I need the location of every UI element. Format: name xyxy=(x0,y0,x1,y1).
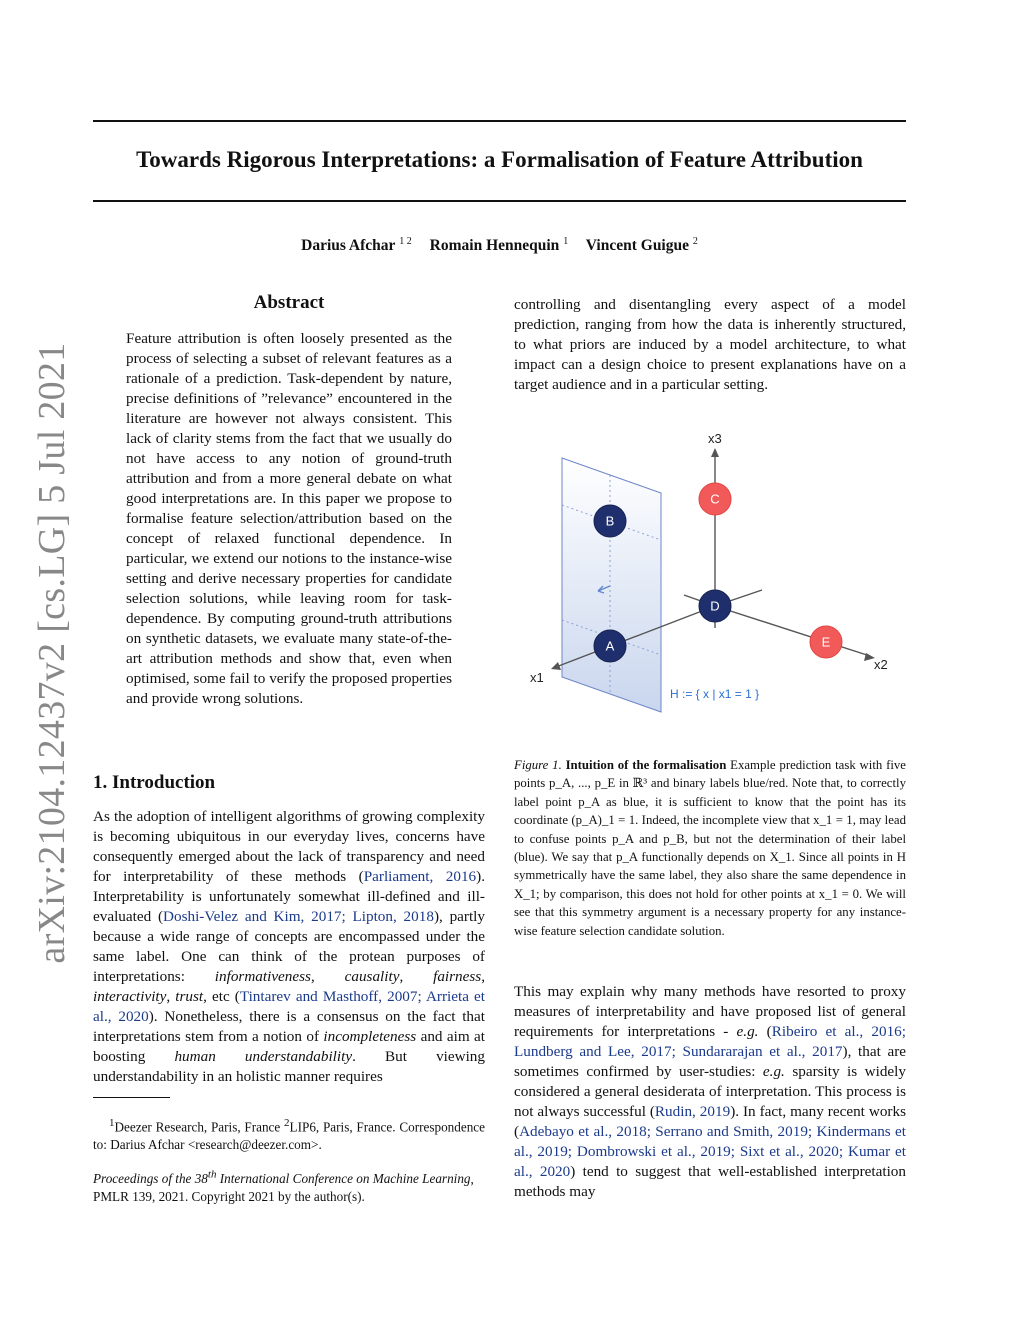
continued-paragraph: controlling and disentangling every aspect of a model prediction, ranging from how the data is inherently structured, to what priors are induced by a model architecture, to what impact can a design choice to present explanations have on a target audience and in a particular setting. xyxy=(514,296,906,393)
citation-link[interactable]: Adebayo et al., 2018; Serrano and Smith, 2019; Kindermans et al., 2019; Dombrowski et al., 2019; Sixt et al., 2020; Kumar et al., 2020 xyxy=(514,1123,906,1180)
author-name: Darius Afchar xyxy=(301,237,396,255)
author-name: Romain Hennequin xyxy=(429,237,560,255)
axis-x3-label: x3 xyxy=(708,431,722,446)
axis-x2-label: x2 xyxy=(874,657,888,672)
citation-link[interactable]: Ribeiro et al., 2016; Lundberg and Lee, 2017; Sundararajan et al., 2017 xyxy=(514,1023,906,1060)
citation-link[interactable]: Tintarev and Masthoff, 2007; Arrieta et al., 2020 xyxy=(93,988,485,1025)
author-affiliation: 2 xyxy=(692,236,698,247)
citation-link[interactable]: Doshi-Velez and Kim, 2017; Lipton, 2018 xyxy=(163,908,434,925)
plane-label: H := { x | x1 = 1 } xyxy=(670,687,760,701)
abstract-text: Feature attribution is often loosely presented as the process of selecting a subset of relevant features as a rationale of a prediction. Task-dependent by nature, precise definitions of ”relevance” encountered in the literature are however not always consistent. This lack of clarity stems from the fact that we usually do not have access to any notion of ground-truth attribution and from a more general debate on what good interpretations are. In this paper we propose to formalise feature selection/attribution based on the concept of relaxed functional dependence. In particular, we extend our notions to the instance-wise setting and derive necessary properties for candidate selection solutions, while leaving room for task-dependence. By computing ground-truth attributions on synthetic datasets, we evaluate many state-of-the-art attribution methods and show that, even when optimised, some fail to verify the proposed properties and provide wrong solutions. xyxy=(126,330,452,707)
section-heading-introduction: 1. Introduction xyxy=(93,772,216,793)
point-label: C xyxy=(710,491,720,507)
point-label: A xyxy=(605,638,615,654)
proceedings-note: Proceedings of the 38th International Conference on Machine Learning, PMLR 139, 2021. Copyright 2021 by the author(s). xyxy=(93,1169,474,1205)
point-label: B xyxy=(605,513,615,529)
abstract-heading: Abstract xyxy=(253,292,325,313)
axis-x1-arrow-icon xyxy=(551,662,561,670)
footnote-rule xyxy=(93,1097,170,1098)
title-bottom-rule xyxy=(93,200,906,202)
citation-link[interactable]: Parliament, 2016 xyxy=(363,868,477,885)
axis-x3-arrow-icon xyxy=(711,448,719,457)
point-label: D xyxy=(710,598,720,614)
introduction-paragraph: As the adoption of intelligent algorithms of growing complexity is becoming ubiquitous in our everyday lives, concerns have consequently emerged about the lack of transparency and need for interpretability of these methods (Parliament, 2016). Interpretability is unfortunately somewhat ill-defined and ill-evaluated (Doshi-Velez and Kim, 2017; Lipton, 2018), partly because a wide range of concepts are encompassed under the same label. One can think of the protean purposes of interpretations: informativeness, causality, fairness, interactivity, trust, etc (Tintarev and Masthoff, 2007; Arrieta et al., 2020). Nonetheless, there is a consensus on the fact that interpretations stem from a notion of incompleteness and aim at boosting human understandability. But viewing understandability in an holistic manner requires xyxy=(93,808,485,1085)
point-label: E xyxy=(821,634,831,650)
top-rule xyxy=(93,120,906,122)
author-affiliation: 1 2 xyxy=(399,236,412,247)
paper-title: Towards Rigorous Interpretations: a Formalisation of Feature Attribution xyxy=(136,147,863,172)
axis-x2 xyxy=(715,606,870,656)
author-list xyxy=(93,236,906,255)
right-column-paragraph: This may explain why many methods have resorted to proxy measures of interpretability and have proposed list of general requirements for interpretations - e.g. (Ribeiro et al., 2016; Lundberg and Lee, 2017; Sundararajan et al., 2017), that are sometimes confirmed by user-studies: e.g. sparsity is widely considered a general desiderata of interpretation. This process is not always successful (Rudin, 2019). In fact, many recent works (Adebayo et al., 2018; Serrano and Smith, 2019; Kindermans et al., 2019; Dombrowski et al., 2019; Sixt et al., 2020; Kumar et al., 2020) tend to suggest that well-established interpretation methods may xyxy=(514,983,907,1200)
figure-1 xyxy=(514,420,906,720)
figure-caption: Figure 1. Intuition of the formalisation Example prediction task with five points p_A, ..., p_E in ℝ³ and binary labels blue/red. Note that, to correctly label point p_A as blue, it is sufficient to know that the point has its coordinate (p_A)_1 = 1. Indeed, the incomplete view that x_1 = 1, may lead to confuse points p_A and p_B, but not the determination of their label (blue). We say that p_A functionally depends on X_1. Since all points in H symmetrically have the same label, they also share the same dependence in X_1; by comparison, this does not hold for other points at x_1 = 0. We will see that this symmetry argument is a necessary property for any instance-wise feature selection candidate solution. xyxy=(514,758,907,938)
author-name: Vincent Guigue xyxy=(585,237,689,255)
figure-1-diagram xyxy=(514,420,906,720)
citation-link[interactable]: Rudin, 2019 xyxy=(654,1103,731,1120)
plane-h xyxy=(562,458,661,712)
axis-x1-label: x1 xyxy=(530,670,544,685)
arxiv-stamp: arXiv:2104.12437v2 [cs.LG] 5 Jul 2021 xyxy=(31,342,73,964)
author-affiliation: 1 xyxy=(563,236,569,247)
footnote-affiliations: $^1$Deezer Research, Paris, France $^2$LIP6, Paris, France. Correspondence to: Darius Afchar <research@deezer.com>. xyxy=(93,1117,486,1153)
